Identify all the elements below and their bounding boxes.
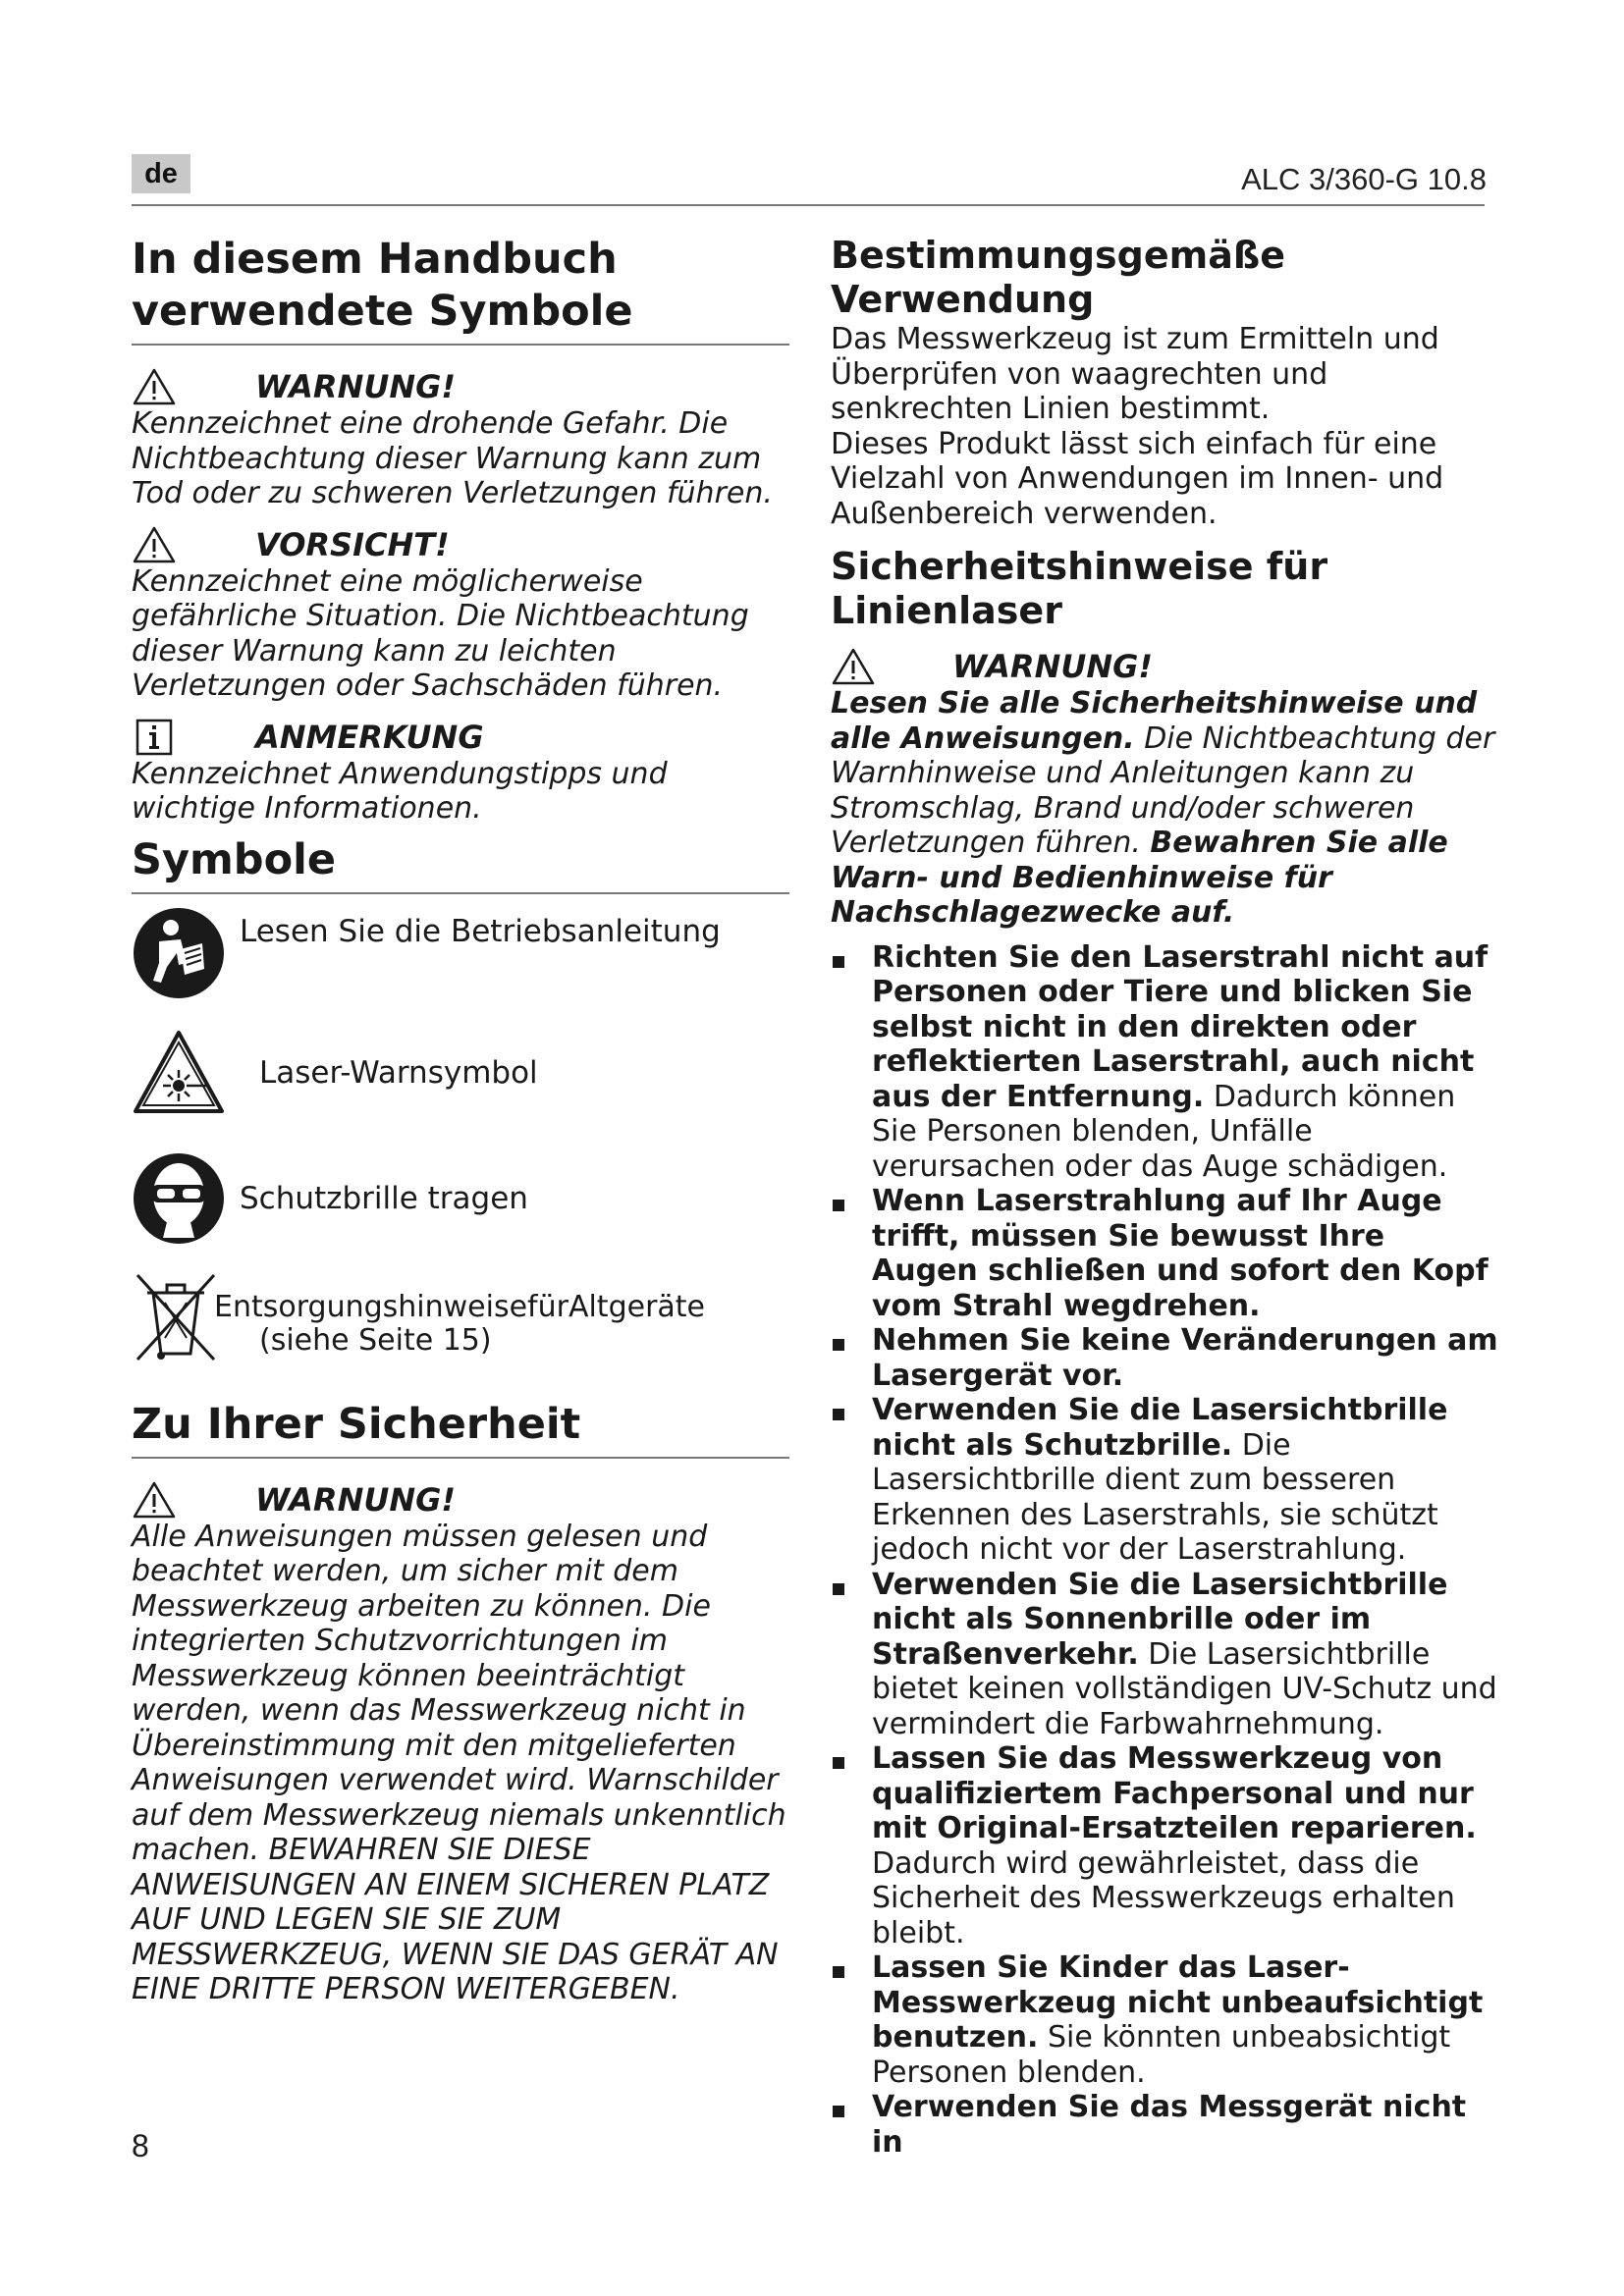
warning-notice-head <box>132 367 789 406</box>
right-column <box>831 234 1498 2160</box>
list-item: Wenn Laserstrahlung auf Ihr Auge trifft, müssen Sie bewusst Ihre Augen schließen und sofort den Kopf vom Strahl wegdrehen. <box>831 1184 1498 1323</box>
note-notice-head <box>132 718 789 757</box>
note-title: ANMERKUNG <box>255 718 484 756</box>
section-rule <box>132 344 789 346</box>
section-title-laser-safety: Sicherheitshinweise für Linienlaser <box>831 545 1328 632</box>
disposal-label-line1: EntsorgungshinweisefürAltgeräte <box>214 1289 706 1324</box>
section-rule <box>132 1457 789 1459</box>
intended-use-p1: Das Messwerkzeug ist zum Ermitteln und Überprüfen von waagrechten und senkrechten Linien bestimmt. <box>831 322 1439 426</box>
laser-warning-head <box>831 647 1498 686</box>
list-item: Nehmen Sie keine Veränderungen am Lasergerät vor. <box>831 1323 1498 1393</box>
symbol-read-manual <box>132 904 789 1002</box>
section-title-intended-use: Bestimmungsgemäße Verwendung <box>831 234 1285 321</box>
read-manual-label: Lesen Sie die Betriebsanleitung <box>240 913 721 949</box>
safety-warning-head <box>132 1480 789 1520</box>
section-rule <box>132 892 789 894</box>
list-item: Verwenden Sie die Lasersichtbrille nicht als Schutzbrille. Die Lasersichtbrille dient zum besseren Erkennen des Laserstrahls, sie schützt jedoch nicht vor der Laserstrahlung. <box>831 1393 1498 1568</box>
safety-warning-main: Alle Anweisungen müssen gelesen und beachtet werden, um sicher mit dem Messwerkzeug arbeiten zu können. Die integrierten Schutzvorrichtungen im Messwerkzeug können beeinträchtigt werden, wenn das Messwerkzeug nicht in Übereinstimmung mit den mitgelieferten Anweisungen verwendet wird. Warnschilder auf dem Messwerkzeug niemals unkenntlich machen. <box>132 1519 786 1867</box>
laser-warning-icon <box>132 1029 226 1117</box>
model-name: ALC 3/360-G 10.8 <box>1241 162 1487 196</box>
laser-warning-intro <box>831 686 1498 931</box>
caution-title: VORSICHT! <box>255 525 450 563</box>
laser-safety-list <box>831 940 1498 2161</box>
laser-warning-title: WARNUNG! <box>952 648 1153 685</box>
safety-warning-text <box>132 1520 789 2007</box>
warning-triangle-icon <box>132 1480 177 1520</box>
language-tag: de <box>132 154 190 193</box>
symbol-disposal <box>132 1269 789 1367</box>
list-item: Verwenden Sie die Lasersichtbrille nicht als Sonnenbrille oder im Straßenverkehr. Die Lasersichtbrille bietet keinen vollständigen UV-Schutz und vermindert die Farbwahrnehmung. <box>831 1568 1498 1742</box>
intended-use-p2: Dieses Produkt lässt sich einfach für eine Vielzahl von Anwendungen im Innen- und Außenbereich verwenden. <box>831 426 1444 531</box>
page-number: 8 <box>132 2128 149 2163</box>
list-item: Verwenden Sie das Messgerät nicht in <box>831 2090 1498 2160</box>
goggles-label: Schutzbrille tragen <box>240 1180 528 1216</box>
warning-text: Kennzeichnet eine drohende Gefahr. Die Nichtbeachtung dieser Warnung kann zum Tod oder zu schweren Verletzungen führen. <box>132 406 773 510</box>
left-column <box>132 234 789 2007</box>
laser-warning-label: Laser-Warnsymbol <box>259 1054 538 1091</box>
safety-warning-title: WARNUNG! <box>255 1480 456 1519</box>
section-title-safety: Zu Ihrer Sicherheit <box>132 1399 581 1449</box>
read-manual-icon <box>132 906 226 1000</box>
section-title-symbole: Symbole <box>132 834 337 884</box>
header-rule <box>132 204 1485 206</box>
intro-text: Die Nichtbeachtung der Warnhinweise und Anleitungen kann zu Stromschlag, Brand und/oder schweren Verletzungen führen. <box>831 721 1495 860</box>
note-text: Kennzeichnet Anwendungstipps und wichtige Informationen. <box>132 756 668 826</box>
warning-title: WARNUNG! <box>255 368 456 405</box>
info-icon <box>132 718 177 757</box>
symbol-laser-warning <box>132 1024 789 1122</box>
safety-goggles-icon <box>132 1151 226 1246</box>
caution-triangle-icon <box>132 525 177 564</box>
warning-triangle-icon <box>831 647 876 686</box>
intro-bold-2: Bewahren Sie alle Warn- und Bedienhinweise für Nachschlagezwecke auf. <box>831 826 1448 930</box>
symbol-goggles <box>132 1149 789 1248</box>
warning-triangle-icon <box>132 367 177 406</box>
caution-notice-head <box>132 525 789 564</box>
intro-bold: Lesen Sie alle Sicherheitshinweise und alle Anweisungen. <box>831 686 1478 756</box>
section-title-symbols-used: In diesem Handbuch verwendete Symbole <box>132 235 633 336</box>
disposal-label-line2: (siehe Seite 15) <box>259 1322 492 1358</box>
list-item: Lassen Sie das Messwerkzeug von qualifiziertem Fachpersonal und nur mit Original-Ersatzteilen reparieren. Dadurch wird gewährleistet, dass die Sicherheit des Messwerkzeugs erhalten bleibt. <box>831 1741 1498 1950</box>
list-item: Lassen Sie Kinder das Laser-Messwerkzeug nicht unbeaufsichtigt benutzen. Sie könnten unbeabsichtigt Personen blenden. <box>831 1950 1498 2090</box>
safety-warning-upper: BEWAHREN SIE DIESE ANWEISUNGEN AN EINEM SICHEREN PLATZ AUF UND LEGEN SIE SIE ZUM MESSWERKZEUG, WENN SIE DAS GERÄT AN EINE DRITTE PERSON WEITERGEBEN. <box>132 1833 779 2006</box>
weee-disposal-icon <box>132 1269 220 1363</box>
caution-text: Kennzeichnet eine möglicherweise gefährliche Situation. Die Nichtbeachtung dieser Warnung kann zu leichten Verletzungen oder Sachschäden führen. <box>132 563 749 703</box>
list-item: Richten Sie den Laserstrahl nicht auf Personen oder Tiere und blicken Sie selbst nicht in den direkten oder reflektierten Laserstrahl, auch nicht aus der Entfernung. Dadurch können Sie Personen blenden, Unfälle verursachen oder das Auge schädigen. <box>831 940 1498 1185</box>
